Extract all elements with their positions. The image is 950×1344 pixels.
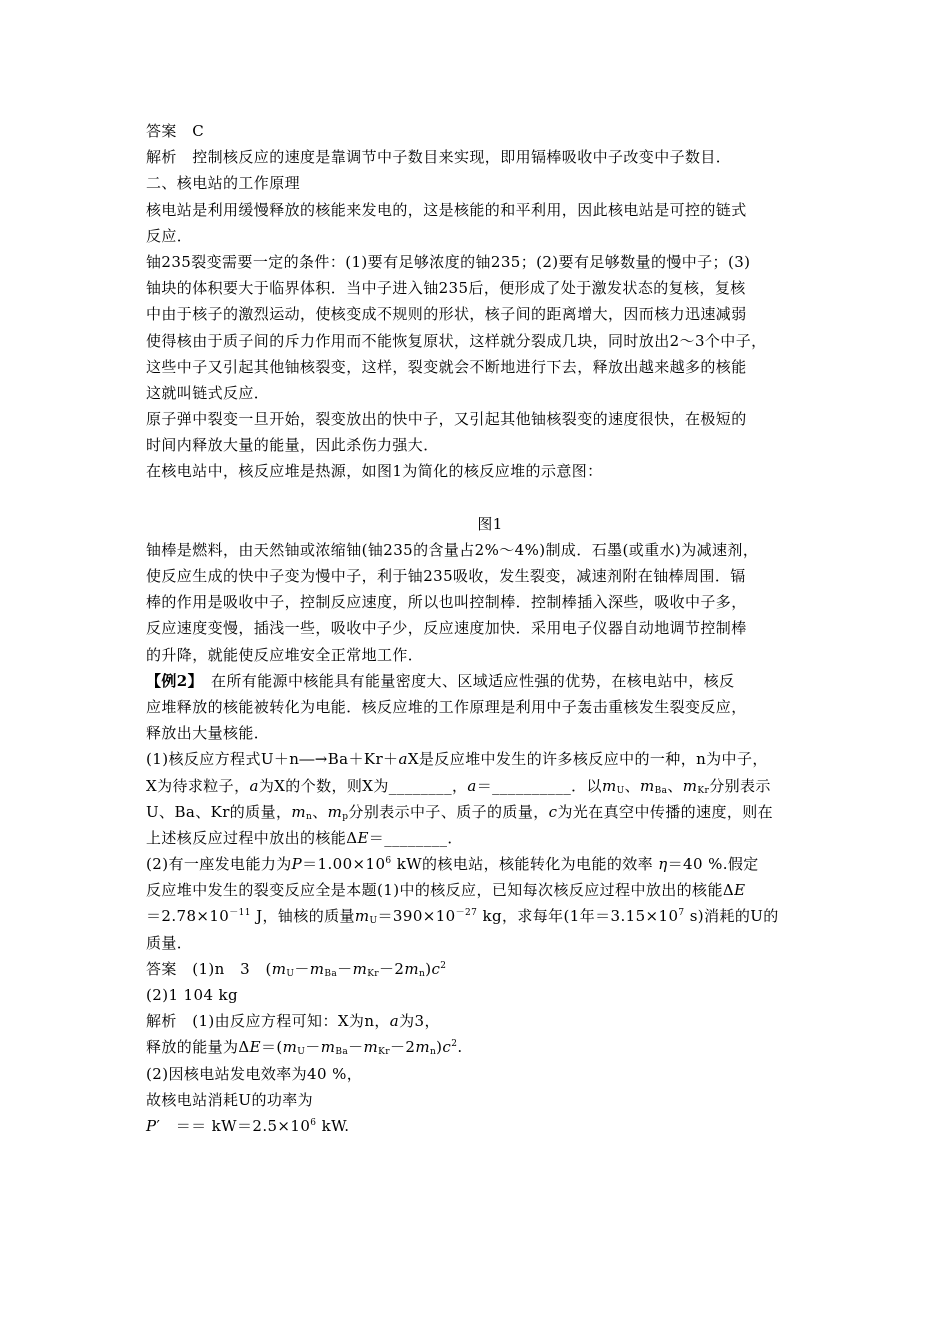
paragraph-line: 在核电站中，核反应堆是热源，如图1为简化的核反应堆的示意图： (146, 462, 603, 481)
math-var: c (431, 959, 441, 978)
paragraph-line: 这些中子又引起其他铀核裂变，这样，裂变就会不断地进行下去，释放出越来越多的核能 (146, 357, 747, 376)
question1-line (146, 773, 826, 799)
superscript: 6 (385, 856, 392, 867)
text-span: 为3， (399, 1012, 440, 1031)
paragraph-line: 原子弹中裂变一旦开始，裂变放出的快中子，又引起其他铀核裂变的速度很快，在极短的 (146, 410, 747, 429)
text-span: ＝________． (368, 828, 463, 847)
document-page (146, 118, 826, 1139)
text-span: 分别表示中子、质子的质量， (348, 802, 549, 821)
text-span: 上述核反应过程中放出的核能Δ (146, 828, 358, 847)
analysis-line: 解析 控制核反应的速度是靠调节中子数目来实现，即用镉棒吸收中子改变中子数目． (146, 148, 732, 167)
math-var: m (404, 959, 419, 978)
text-span: ＝2.78×10 (146, 907, 230, 926)
math-var: a (398, 750, 408, 769)
figure-caption: 图1 (477, 514, 503, 533)
superscript: 7 (678, 908, 685, 919)
section-heading: 二、核电站的工作原理 (146, 174, 301, 193)
question1-line (146, 746, 826, 772)
paragraph-line: 棒的作用是吸收中子，控制反应速度，所以也叫控制棒．控制棒插入深些，吸收中子多， (146, 593, 747, 612)
math-var: P (291, 855, 303, 874)
paragraph-line: 核电站是利用缓慢释放的核能来发电的，这是核能的和平利用，因此核电站是可控的链式 (146, 200, 747, 219)
subscript: U (297, 1047, 306, 1058)
superscript: 2 (451, 1039, 458, 1050)
superscript: －11 (229, 908, 251, 919)
text-span: kg，求每年(1年＝3.15×10 (477, 907, 679, 926)
text-span: 释放的能量为Δ (146, 1038, 250, 1057)
paragraph-line: 反应． (146, 226, 193, 245)
math-var: a (467, 776, 477, 795)
paragraph-line: 铀棒是燃料，由天然铀或浓缩铀(铀235的含量占2%～4%)制成．石墨(或重水)为减速剂， (146, 540, 759, 559)
text-span: (1)核反应方程式U＋n―→Ba＋Kr＋ (146, 750, 399, 769)
paragraph-line: 的升降，就能使反应堆安全正常地工作． (146, 645, 424, 664)
math-var: m (639, 776, 655, 795)
text-span: － (337, 959, 353, 978)
paragraph-line: 时间内释放大量的能量，因此杀伤力强大． (146, 436, 439, 455)
question1-line (146, 799, 826, 825)
text-span: . (457, 1038, 463, 1057)
math-var: E (249, 1038, 261, 1057)
superscript: 6 (310, 1117, 317, 1128)
subscript: Ba (335, 1047, 349, 1058)
math-var: c (442, 1038, 452, 1057)
example-intro-line (146, 668, 826, 694)
paragraph-line: 使反应生成的快中子变为慢中子，利于铀235吸收，发生裂变，减速剂附在铀棒周围．镉 (146, 567, 746, 585)
math-var: m (354, 907, 370, 926)
text-span: 反应堆中发生的裂变反应全是本题(1)中的核反应，已知每次核反应过程中放出的核能Δ (146, 881, 735, 900)
text-span: 2 (405, 1038, 416, 1057)
math-var: m (682, 776, 698, 795)
text-span: X是反应堆中发生的许多核反应中的一种，n为中子， (407, 750, 768, 769)
example-label: 【例2】 (146, 671, 196, 690)
text-span: 分别表示 (709, 776, 771, 795)
text-span: 、 (312, 802, 328, 821)
text-span: X为待求粒子， (146, 776, 250, 795)
answer-line: (2)1 104 kg (146, 986, 239, 1004)
paragraph-line: 铀块的体积要大于临界体积．当中子进入铀235后，便形成了处于激发状态的复核，复核 (146, 279, 746, 298)
text-span: ) (425, 959, 432, 978)
subscript: n (306, 811, 313, 822)
example-intro-line: 应堆释放的核能被转化为电能．核反应堆的工作原理是利用中子轰击重核发生裂变反应， (146, 697, 747, 716)
math-var: m (271, 959, 287, 978)
math-var: c (548, 802, 558, 821)
text-span: 2 (394, 959, 405, 978)
paragraph-line: 铀235裂变需要一定的条件：(1)要有足够浓度的铀235；(2)要有足够数量的慢中子；(3) (146, 252, 751, 271)
paragraph-line: 反应速度变慢，插浅一些，吸收中子少，反应速度加快．采用电子仪器自动地调节控制棒 (146, 619, 747, 638)
text-span: 为光在真空中传播的速度，则在 (557, 802, 774, 821)
text-span: ′ ＝＝ kW＝2.5×10 (156, 1116, 311, 1135)
text-span: (2)有一座发电能力为 (146, 855, 292, 874)
question2-line (146, 903, 826, 929)
math-var: m (327, 802, 343, 821)
example-intro-line: 释放出大量核能． (146, 724, 270, 743)
text-span: 、 (667, 776, 683, 795)
text-span: ＝( (261, 1038, 283, 1057)
text-span: － (305, 1038, 321, 1057)
subscript: n (419, 968, 426, 979)
question2-line (146, 877, 826, 903)
text-span: ＝390×10 (377, 907, 456, 926)
math-var: P (146, 1116, 157, 1135)
subscript: p (342, 811, 349, 822)
math-var: m (601, 776, 617, 795)
math-var: m (415, 1038, 430, 1057)
text-span: 为X的个数，则X为________， (258, 776, 468, 795)
paragraph-line: 这就叫链式反应． (146, 383, 270, 402)
text-span: 、 (624, 776, 640, 795)
text-span: U、Ba、Kr的质量， (146, 802, 292, 821)
subscript: Kr (378, 1047, 390, 1058)
math-var: m (352, 959, 368, 978)
answer-line: 答案 C (146, 122, 205, 140)
subscript: U (286, 968, 295, 979)
math-var: E (734, 881, 746, 900)
text-span: － (294, 959, 310, 978)
figure-space (146, 485, 826, 511)
text-span: ＝__________．以 (476, 776, 602, 795)
question2-line (146, 851, 826, 877)
subscript: n (429, 1047, 437, 1058)
math-var: E (357, 828, 369, 847)
math-var: a (389, 1012, 400, 1031)
subscript: Ba (654, 785, 668, 796)
math-var: m (320, 1038, 336, 1057)
superscript: 2 (440, 960, 447, 971)
analysis-line: (2)因核电站发电效率为40 %， (146, 1064, 363, 1083)
text-span: － (348, 1038, 364, 1057)
text-span: ＝40 %.假定 (667, 855, 759, 874)
text-span: kW的核电站，核能转化为电能的效率 (391, 855, 659, 874)
paragraph-line: 使得核由于质子间的斥力作用而不能恢复原状，这样就分裂成几块，同时放出2～3个中子， (146, 331, 767, 350)
question1-line (146, 825, 826, 851)
analysis-line (146, 1008, 826, 1034)
example-intro-text: 在所有能源中核能具有能量密度大、区域适应性强的优势，在核电站中，核反 (195, 671, 735, 690)
text-span: 答案 (1)n 3 ( (146, 959, 272, 978)
text-span: ) (436, 1038, 443, 1057)
math-var: a (249, 776, 259, 795)
subscript: Kr (367, 968, 380, 979)
math-var: η (658, 855, 668, 874)
text-span: kW. (316, 1116, 350, 1135)
math-var: m (309, 959, 325, 978)
text-span: J，铀核的质量 (250, 907, 355, 926)
math-var: m (291, 802, 307, 821)
subscript: Kr (697, 785, 710, 796)
answer-formula-line (146, 956, 826, 982)
subscript: U (616, 785, 625, 796)
math-var: m (363, 1038, 379, 1057)
text-span: － (379, 959, 395, 978)
subscript: Ba (324, 968, 338, 979)
analysis-line (146, 1034, 826, 1060)
text-span: － (389, 1038, 406, 1057)
math-var: m (282, 1038, 298, 1057)
text-span: ＝1.00×10 (302, 855, 386, 874)
subscript: U (369, 916, 378, 927)
analysis-line: 故核电站消耗U的功率为 (146, 1090, 314, 1109)
question2-line: 质量． (146, 933, 193, 952)
superscript: －27 (455, 908, 478, 919)
text-span: s)消耗的U的 (684, 907, 779, 926)
paragraph-line: 中由于核子的激烈运动，使核变成不规则的形状，核子间的距离增大，因而核力迅速减弱 (146, 305, 747, 324)
text-span: 解析 (1)由反应方程可知：X为n， (146, 1012, 390, 1031)
analysis-line (146, 1113, 826, 1139)
